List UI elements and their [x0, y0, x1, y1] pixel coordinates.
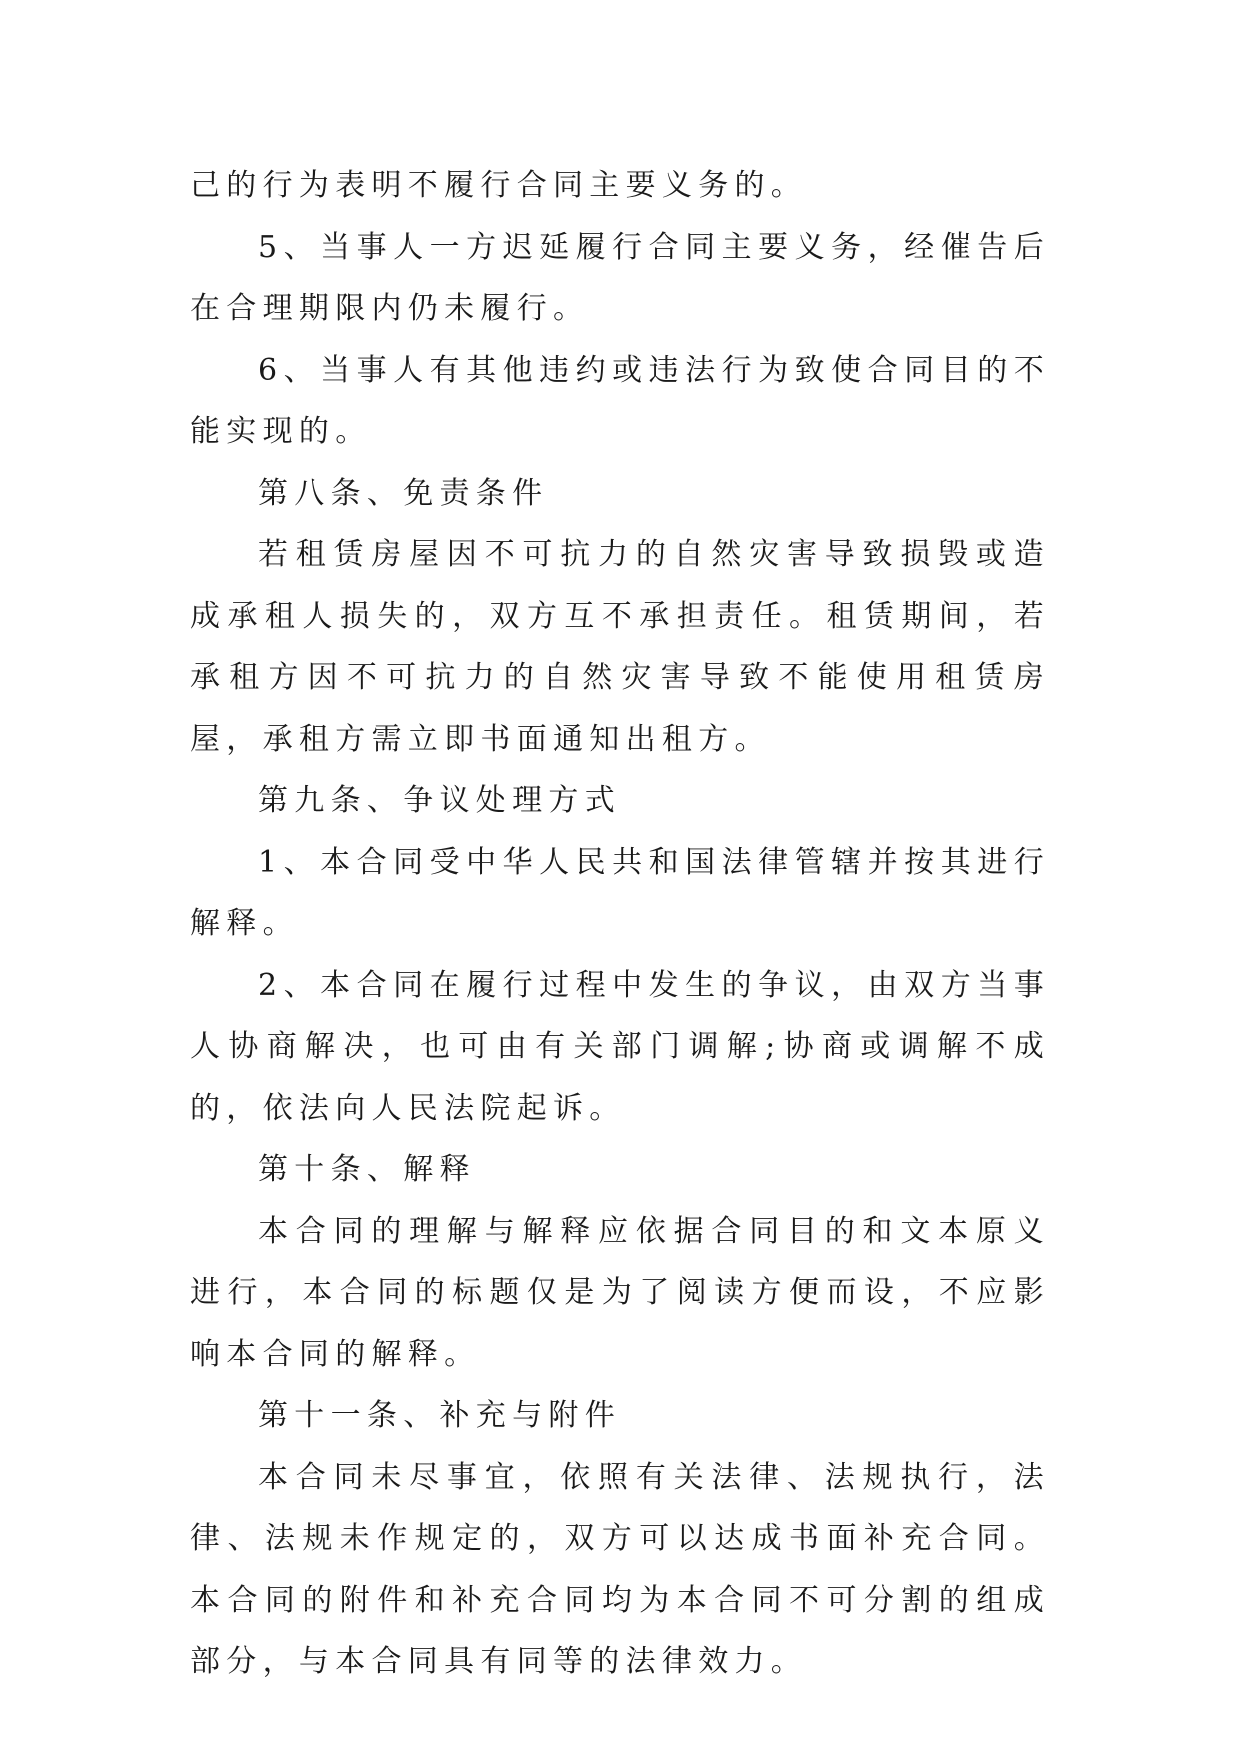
- document-body: [190, 155, 1050, 1693]
- paragraph-article-10-body: 本合同的理解与解释应依据合同目的和文本原义进行，本合同的标题仅是为了阅读方便而设，不应影响本合同的解释。: [190, 1213, 1050, 1372]
- paragraph-article-8-body: 若租赁房屋因不可抗力的自然灾害导致损毁或造成承租人损失的，双方互不承担责任。租赁期间，若承租方因不可抗力的自然灾害导致不能使用租赁房屋，承租方需立即书面通知出租方。: [190, 537, 1050, 757]
- paragraph-item-6: 6、当事人有其他违约或违法行为致使合同目的不能实现的。: [190, 352, 1050, 449]
- paragraph-article-11-body: 本合同未尽事宜，依照有关法律、法规执行，法律、法规未作规定的，双方可以达成书面补充合同。本合同的附件和补充合同均为本合同不可分割的组成部分，与本合同具有同等的法律效力。: [190, 1459, 1050, 1679]
- paragraph-continuation: 己的行为表明不履行合同主要义务的。: [190, 168, 808, 203]
- heading-article-10: 第十条、解释: [258, 1152, 476, 1187]
- paragraph-item-5: 5、当事人一方迟延履行合同主要义务，经催告后在合理期限内仍未履行。: [190, 229, 1050, 326]
- paragraph-article-9-item-2: 2、本合同在履行过程中发生的争议，由双方当事人协商解决，也可由有关部门调解;协商或调解不成的，依法向人民法院起诉。: [190, 967, 1050, 1126]
- heading-article-11: 第十一条、补充与附件: [258, 1398, 621, 1433]
- heading-article-8: 第八条、免责条件: [258, 475, 549, 511]
- heading-article-9: 第九条、争议处理方式: [258, 783, 621, 818]
- paragraph-article-9-item-1: 1、本合同受中华人民共和国法律管辖并按其进行解释。: [190, 844, 1050, 941]
